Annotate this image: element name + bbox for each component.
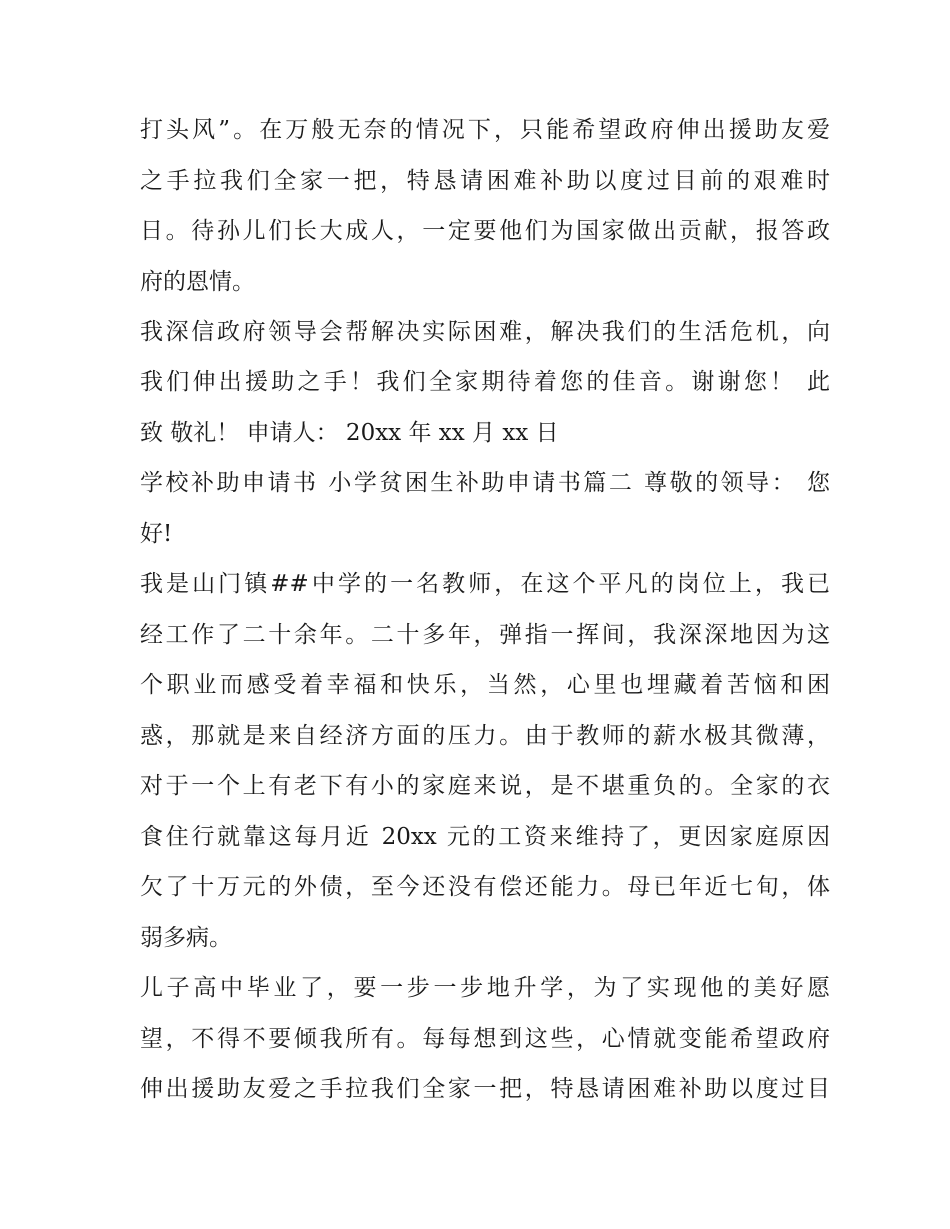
text-line: 经工作了二十余年。二十多年，弹指一挥间，我深深地因为这 <box>140 622 830 648</box>
text-line: 府的恩情。 <box>140 269 255 295</box>
text-line: 望，不得不要倾我所有。每每想到这些，心情就变能希望政府 <box>140 1026 830 1052</box>
text-line: 弱多病。 <box>140 925 232 951</box>
text-line: 我是山门镇##中学的一名教师，在这个平凡的岗位上，我已 <box>140 571 830 597</box>
text-line: 儿子高中毕业了，要一步一步地升学，为了实现他的美好愿 <box>140 975 830 1001</box>
text-line: 个职业而感受着幸福和快乐，当然，心里也埋藏着苦恼和困 <box>140 672 830 698</box>
text-line: 之手拉我们全家一把，特恳请困难补助以度过目前的艰难时 <box>140 168 830 194</box>
text-line: 惑，那就是来自经济方面的压力。由于教师的薪水极其微薄， <box>140 723 830 749</box>
text-line: 学校补助申请书 小学贫困生补助申请书篇二 尊敬的领导： 您 <box>140 470 830 496</box>
text-line: 日。待孙儿们长大成人，一定要他们为国家做出贡献，报答政 <box>140 218 830 244</box>
text-line: 伸出援助友爱之手拉我们全家一把，特恳请困难补助以度过目 <box>140 1076 830 1102</box>
text-line: 好! <box>140 521 173 547</box>
text-line: 食住行就靠这每月近 20xx 元的工资来维持了，更因家庭原因 <box>140 824 830 850</box>
text-line: 打头风”。在万般无奈的情况下，只能希望政府伸出援助友爱 <box>140 117 830 143</box>
text-line: 致 敬礼！ 申请人： 20xx 年 xx 月 xx 日 <box>140 420 559 446</box>
text-line: 欠了十万元的外债，至今还没有偿还能力。母已年近七旬，体 <box>140 874 830 900</box>
text-line: 我们伸出援助之手！我们全家期待着您的佳音。谢谢您！ 此 <box>140 369 830 395</box>
text-line: 我深信政府领导会帮解决实际困难，解决我们的生活危机，向 <box>140 319 830 345</box>
text-line: 对于一个上有老下有小的家庭来说，是不堪重负的。全家的衣 <box>140 773 830 799</box>
